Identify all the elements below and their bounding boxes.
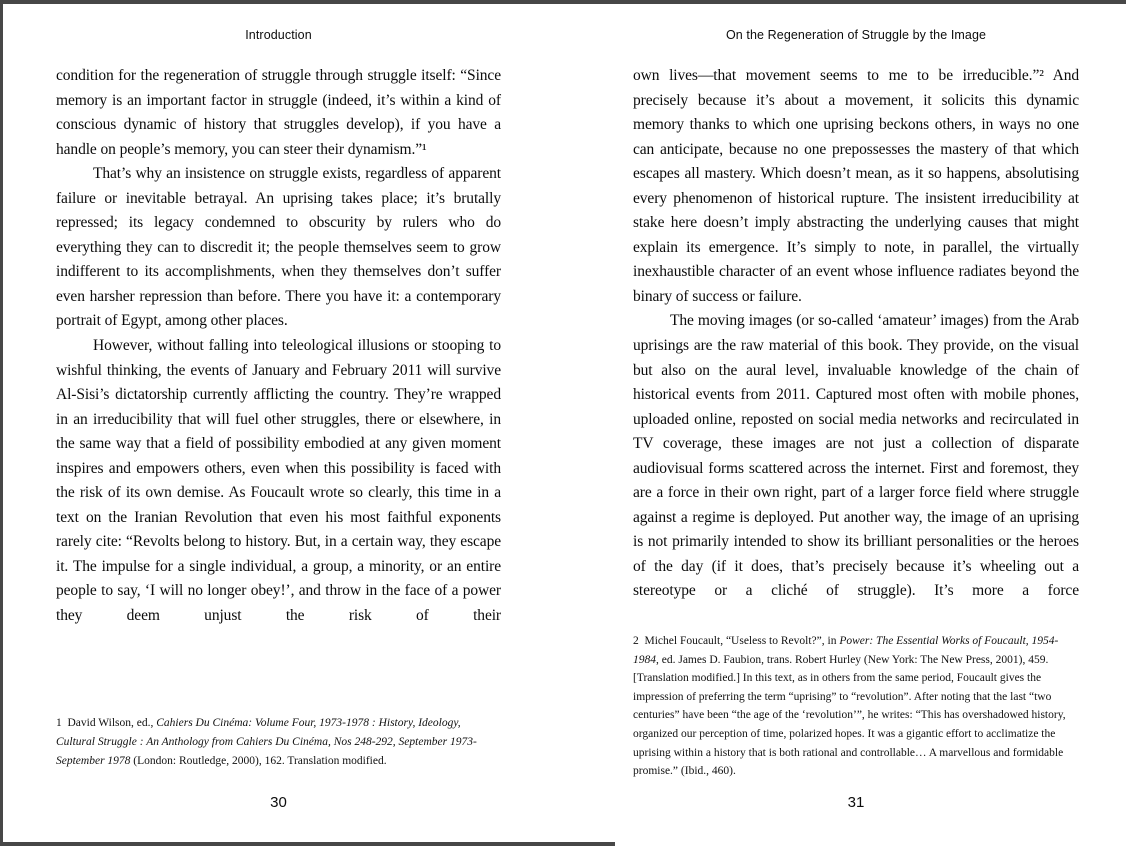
left-page [6,8,566,846]
body-paragraph: However, without falling into teleological illusions or stooping to wishful thinking, the events of January and February 2011 will survive Al-Sisi’s dictatorship currently afflicting the country. They’re wrapped in an irreducibility that will fuel other struggles, there or elsewhere, in the same way that a field of possibility embodied at any given moment inspires and empowers others, even when this possibility is faced with the risk of its own demise. As Foucault wrote so clearly, this time in a text on the Iranian Revolution that even his most faithful exponents rarely cite: “Revolts belong to history. But, in a certain way, they escape it. The impulse for a single individual, a group, a minority, or an entire people to say, ‘I will no longer obey!’, and throw in the face of a power they deem unjust the risk of their [56,337,501,625]
body-paragraph: own lives—that movement seems to me to be irreducible.”² And precisely because it’s about a movement, it solicits this dynamic memory thanks to which one uprising beckons others, in ways no one can anticipate, because no one prepossesses the mastery of that which escapes all mastery. Which doesn’t mean, as it so happens, absolutising every phenomenon of historical rupture. The insistent irreducibility at stake here doesn’t imply abstracting the underlying causes that might explain its emergence. It’s simply to note, in parallel, the virtually inexhaustible character of an event whose influence radiates beyond the binary of success or failure. [633,67,1079,305]
left-page-body [56,64,501,629]
right-page-number: 31 [847,794,865,811]
body-paragraph: That’s why an insistence on struggle exists, regardless of apparent failure or inevitable betrayal. An uprising takes place; it’s brutally repressed; its legacy condemned to obscurity by rulers who do everything they can to discredit it; the people themselves seem to grow indifferent to its accomplishments, when they themselves don’t suffer even harsher repression than before. There you have it: a contemporary portrait of Egypt, among other places. [56,165,501,330]
left-footnote: 1 David Wilson, ed., Cahiers Du Cinéma: Volume Four, 1973-1978 : History, Ideology, Cultural Struggle : An Anthology from Cahiers Du Cinéma, Nos 248-292, September 1973-September 1978 (London: Routledge, 2000), 162. Translation modified. [56,717,477,768]
left-page-number: 30 [270,794,287,811]
right-running-header: On the Regeneration of Struggle by the Image [725,28,987,42]
right-footnote: 2 Michel Foucault, “Useless to Revolt?”, in Power: The Essential Works of Foucault, 1954-1984, ed. James D. Faubion, trans. Robert Hurley (New York: The New Press, 2001), 459. [Translation modified.] In this text, as in others from the same period, Foucault gives the impression of preferring the term “uprising” to “revolution”. After noting that the last “two centuries” have been “the age of the ‘revolution’”, he writes: “This has overshadowed history, organized our perception of time, polarized hopes. It was a gigantic effort to acclimatize the uprising within a history that is both rational and controllable… A marvellous and formidable promise.” (Ibid., 460). [633,635,1066,778]
body-paragraph: The moving images (or so-called ‘amateur’ images) from the Arab uprisings are the raw material of this book. They provide, on the visual but also on the aural level, invaluable knowledge of the chain of historical events from 2011. Captured most often with mobile phones, uploaded online, reposted on social media networks and recirculated in TV coverage, these images are not just a collection of disparate audiovisual forms scattered across the internet. First and foremost, they are a force in their own right, part of a larger force field where struggle against a regime is deployed. Put another way, the image of an uprising is not primarily intended to show its brilliant personalities or the heroes of the day (if it does, that’s precisely because it’s wheeling out a stereotype or a cliché of struggle). It’s more a force [633,312,1079,600]
body-paragraph: condition for the regeneration of struggle through struggle itself: “Since memory is an important factor in struggle (indeed, it’s within a kind of conscious dynamic of history that struggles develop), if you have a handle on people’s memory, you can steer their dynamism.”¹ [56,67,501,158]
right-page-body [633,64,1079,604]
right-page [566,8,1126,846]
book-spread [3,4,1126,846]
left-running-header: Introduction [245,28,312,42]
viewer-frame-edge [0,842,615,846]
